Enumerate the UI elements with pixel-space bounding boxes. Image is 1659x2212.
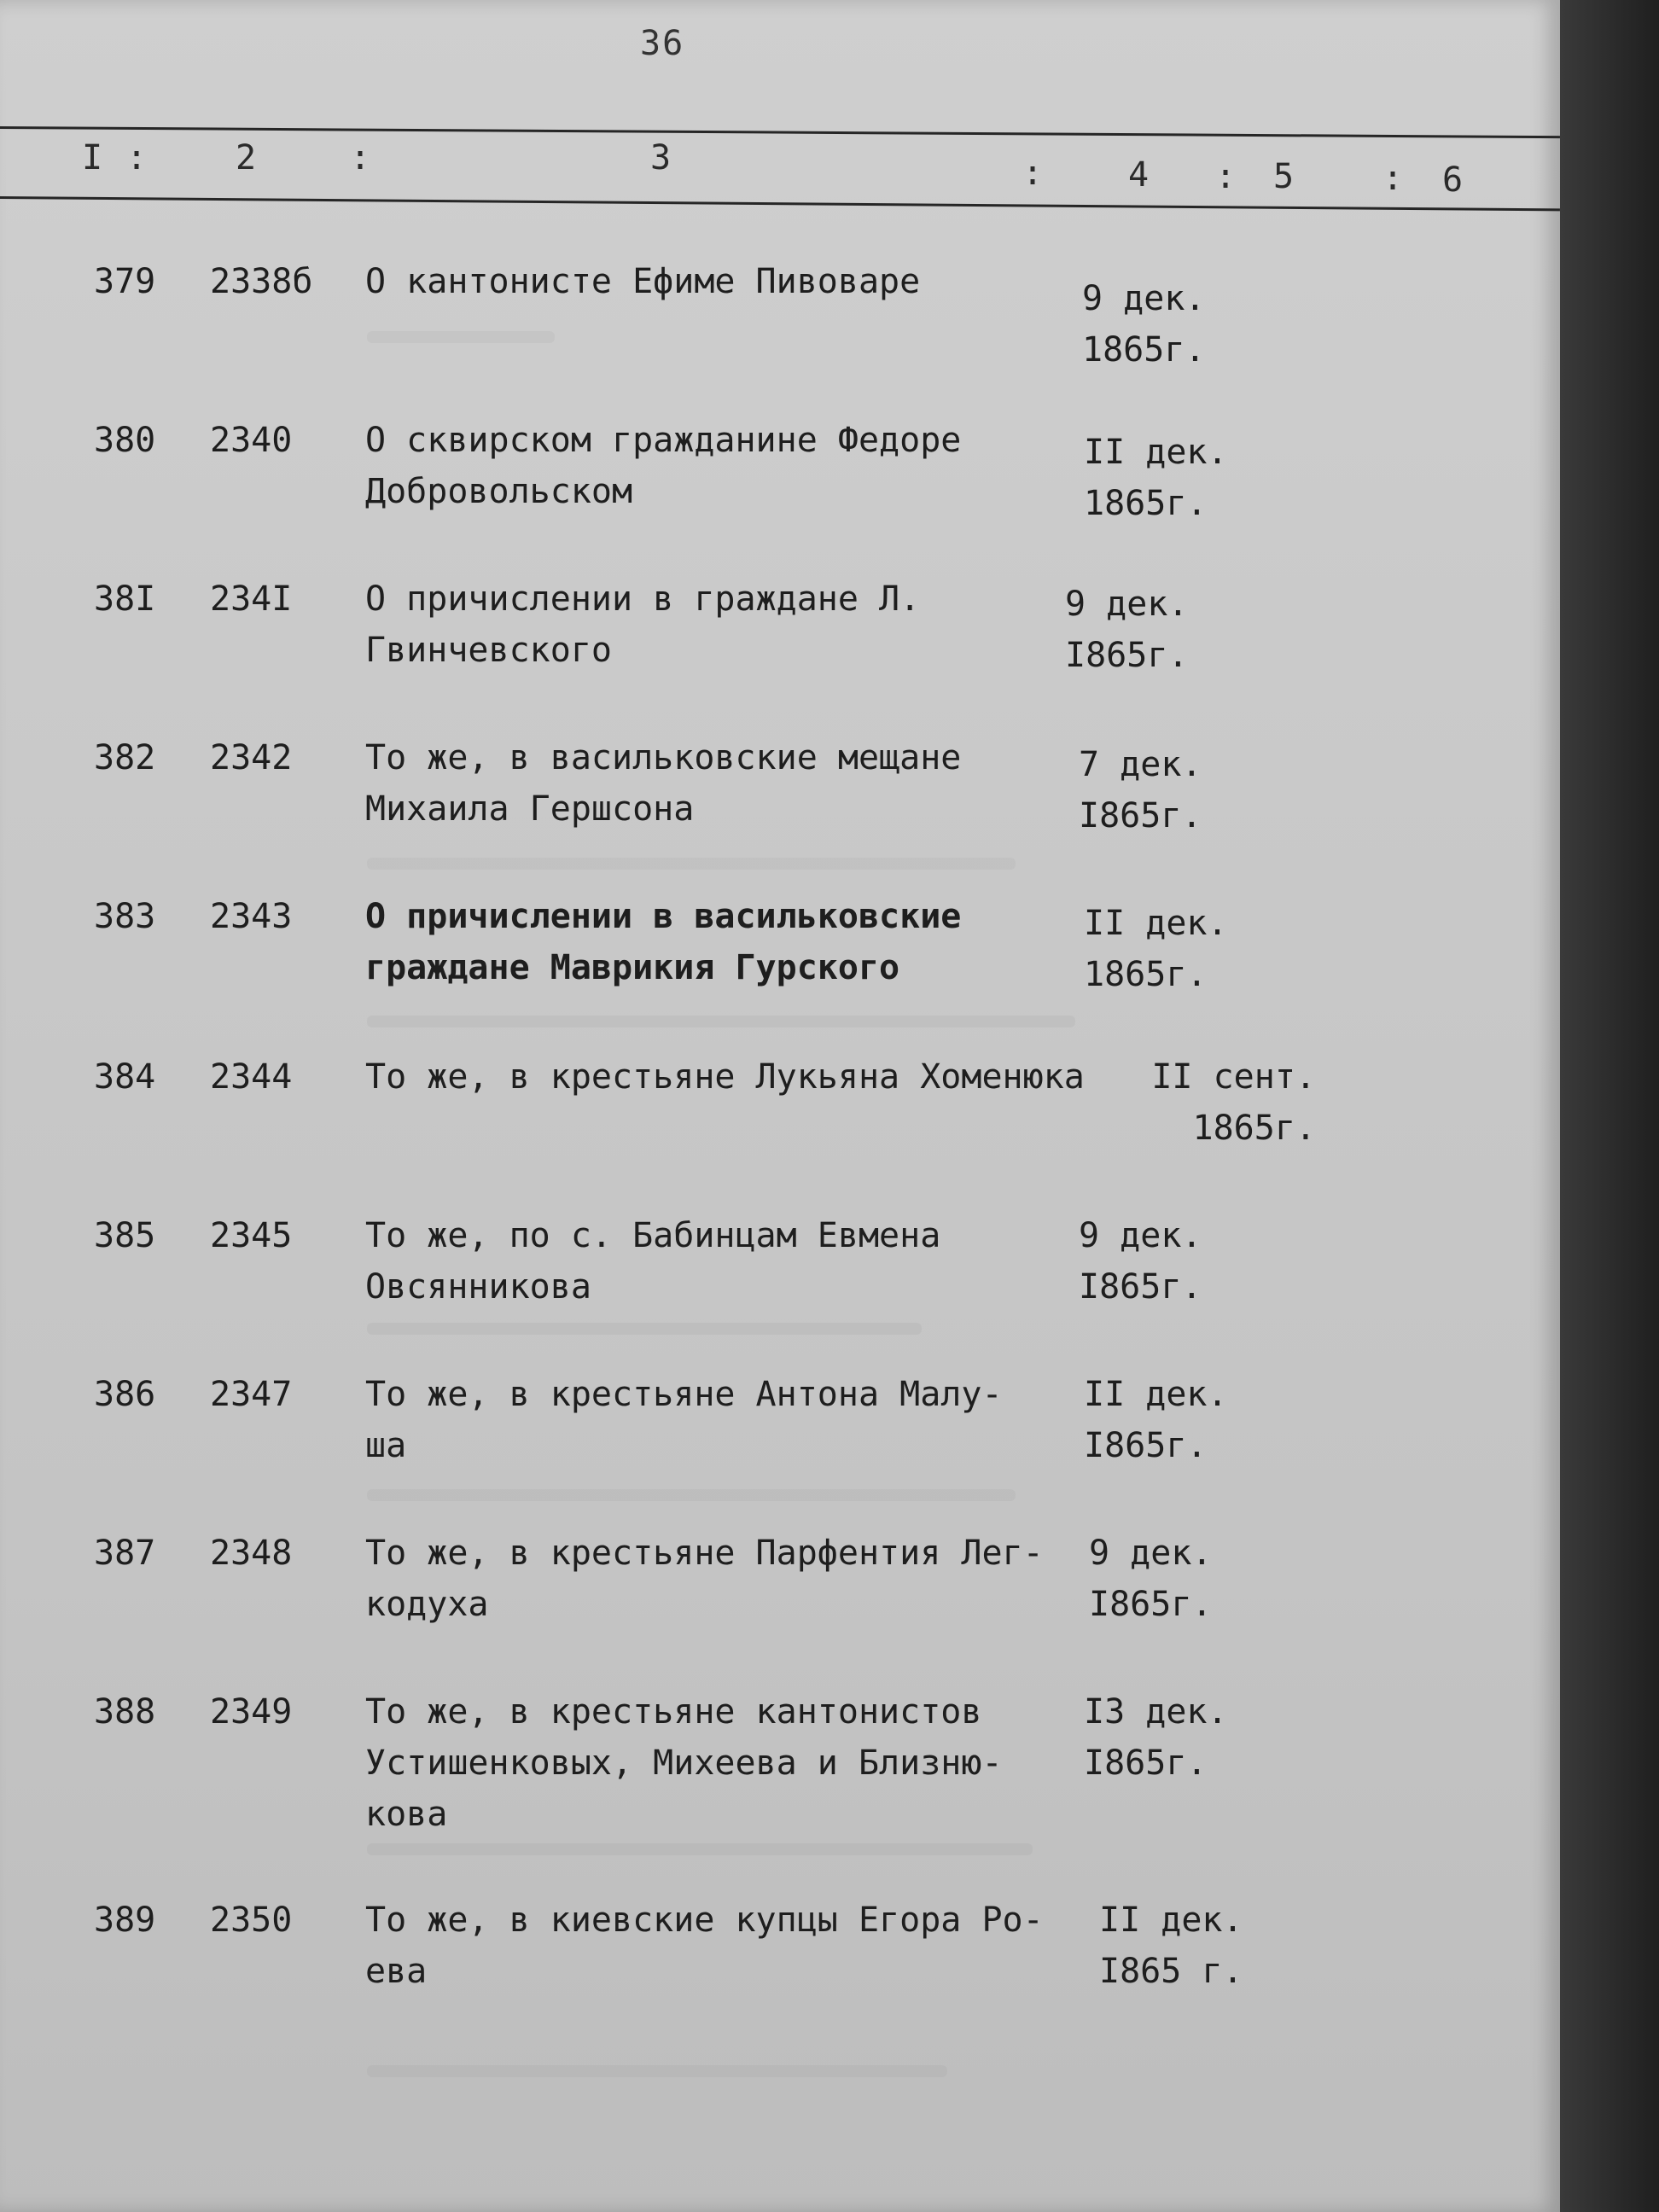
- bleed-through-mark: [367, 1843, 1033, 1855]
- row-number: 379: [94, 262, 156, 301]
- archive-code: 2340: [210, 421, 293, 460]
- archive-code: 2343: [210, 897, 293, 936]
- archive-code: 2349: [210, 1692, 293, 1732]
- entry-title: О причислении в васильковские граждане Маврикия Гурского: [365, 897, 962, 987]
- entry-date: 9 дек. I865г.: [1089, 1534, 1213, 1624]
- entry-title: То же, по с. Бабинцам Евмена Овсянникова: [365, 1216, 941, 1307]
- entry-date: II дек. 1865г.: [1084, 433, 1228, 523]
- page-number: 36: [640, 24, 685, 63]
- row-number: 388: [94, 1692, 156, 1732]
- entry-date: II дек. I865 г.: [1099, 1901, 1243, 1991]
- column-separator-5: :: [1382, 159, 1404, 198]
- entry-title: То же, в киевские купцы Егора Ро- ева: [365, 1901, 1044, 1991]
- column-header-5: 5: [1273, 157, 1295, 196]
- column-header-2: 2: [236, 138, 257, 178]
- row-number: 385: [94, 1216, 156, 1255]
- column-separator-1: :: [126, 138, 148, 178]
- table-row: [0, 1528, 1560, 1673]
- column-header-4: 4: [1128, 155, 1150, 195]
- header-bottom-rule: [0, 196, 1560, 211]
- entry-date: I3 дек. I865г.: [1084, 1692, 1228, 1783]
- row-number: 389: [94, 1901, 156, 1940]
- table-row: [0, 1686, 1560, 1834]
- table-row: [0, 1210, 1560, 1355]
- entry-date: II сент. 1865г.: [1151, 1057, 1316, 1148]
- archive-code: 2344: [210, 1057, 293, 1097]
- table-row: [0, 1895, 1560, 2040]
- table-row: [0, 415, 1560, 560]
- entry-date: II дек. 1865г.: [1084, 904, 1228, 994]
- archive-code: 234I: [210, 579, 293, 619]
- entry-title: То же, в крестьяне Антона Малу- ша: [365, 1375, 1003, 1465]
- entry-date: 9 дек. 1865г.: [1082, 279, 1206, 370]
- row-number: 383: [94, 897, 156, 936]
- table-row: [0, 1369, 1560, 1514]
- row-number: 382: [94, 738, 156, 777]
- archive-code: 2350: [210, 1901, 293, 1940]
- archive-code: 2345: [210, 1216, 293, 1255]
- column-header-6: 6: [1442, 160, 1464, 200]
- column-separator-2: :: [350, 138, 371, 178]
- column-header-1: I: [82, 138, 103, 178]
- entry-title: То же, в васильковские мещане Михаила Гершсона: [365, 738, 962, 829]
- entry-date: II дек. I865г.: [1084, 1375, 1228, 1465]
- entry-title: О кантонисте Ефиме Пивоваре: [365, 262, 921, 301]
- table-row: [0, 1051, 1560, 1196]
- table-row: [0, 732, 1560, 877]
- column-separator-3: :: [1022, 154, 1044, 193]
- column-separator-4: :: [1215, 157, 1237, 196]
- header-top-rule: [0, 126, 1560, 138]
- entry-date: 7 дек. I865г.: [1079, 745, 1202, 835]
- row-number: 380: [94, 421, 156, 460]
- row-number: 386: [94, 1375, 156, 1414]
- archive-code: 2342: [210, 738, 293, 777]
- row-number: 387: [94, 1534, 156, 1573]
- entry-title: О сквирском гражданине Федоре Добровольском: [365, 421, 962, 511]
- entry-title: То же, в крестьяне Парфентия Лег- кодуха: [365, 1534, 1044, 1624]
- bleed-through-mark: [367, 2065, 947, 2077]
- entry-title: То же, в крестьяне кантонистов Устишенковых, Михеева и Близню- кова: [365, 1692, 1003, 1834]
- scan-dark-edge: [1560, 0, 1659, 2212]
- archive-code: 2348: [210, 1534, 293, 1573]
- entry-date: 9 дек. I865г.: [1079, 1216, 1202, 1307]
- table-row: [0, 891, 1560, 1036]
- table-row: [0, 256, 1560, 401]
- entry-title: О причислении в граждане Л. Гвинчевского: [365, 579, 921, 670]
- row-number: 38I: [94, 579, 156, 619]
- column-header-3: 3: [650, 138, 672, 178]
- archive-code: 2347: [210, 1375, 293, 1414]
- row-number: 384: [94, 1057, 156, 1097]
- entry-title: То же, в крестьяне Лукьяна Хоменюка: [365, 1057, 1085, 1097]
- archive-code: 2338б: [210, 262, 313, 301]
- table-row: [0, 573, 1560, 719]
- entry-date: 9 дек. I865г.: [1065, 585, 1189, 675]
